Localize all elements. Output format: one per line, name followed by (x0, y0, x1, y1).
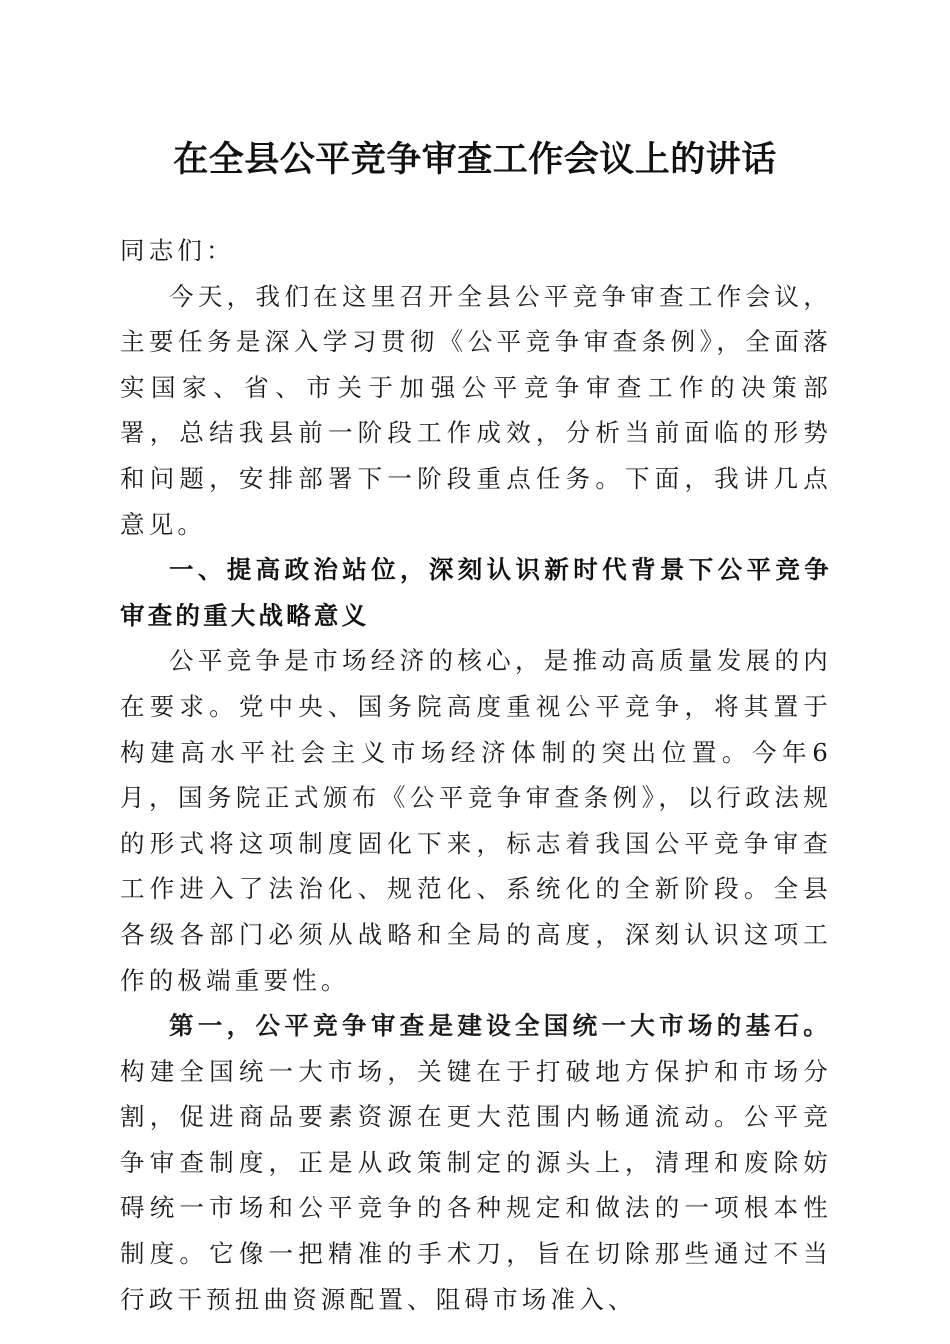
point-1-text: 构建全国统一大市场，关键在于打破地方保护和市场分割，促进商品要素资源在更大范围内畅通流动。公平竞争审查制度，正是从政策制定的源头上，清理和废除妨碍统一市场和公平竞争的各种规定和做法的一项根本性制度。它像一把精准的手术刀，旨在切除那些通过不当行政干预扭曲资源配置、阻碍市场准入、 (120, 1056, 832, 1314)
document-body (120, 228, 832, 1322)
section-1-heading: 一、提高政治站位，深刻认识新时代背景下公平竞争审查的重大战略意义 (120, 555, 832, 630)
section-1-paragraph: 公平竞争是市场经济的核心，是推动高质量发展的内在要求。党中央、国务院高度重视公平竞争，将其置于构建高水平社会主义市场经济体制的突出位置。今年6月，国务院正式颁布《公平竞争审查条例》，以行政法规的形式将这项制度固化下来，标志着我国公平竞争审查工作进入了法治化、规范化、系统化的全新阶段。全县各级各部门必须从战略和全局的高度，深刻认识这项工作的极端重要性。 (120, 646, 832, 995)
salutation: 同志们： (120, 236, 235, 265)
point-1-lead: 第一，公平竞争审查是建设全国统一大市场的基石。 (169, 1011, 832, 1041)
intro-paragraph: 今天，我们在这里召开全县公平竞争审查工作会议，主要任务是深入学习贯彻《公平竞争审查条例》，全面落实国家、省、市关于加强公平竞争审查工作的决策部署，总结我县前一阶段工作成效，分析当前面临的形势和问题，安排部署下一阶段重点任务。下面，我讲几点意见。 (120, 281, 832, 539)
document-title: 在全县公平竞争审查工作会议上的讲话 (173, 139, 777, 180)
point-1-paragraph (120, 1003, 832, 1322)
